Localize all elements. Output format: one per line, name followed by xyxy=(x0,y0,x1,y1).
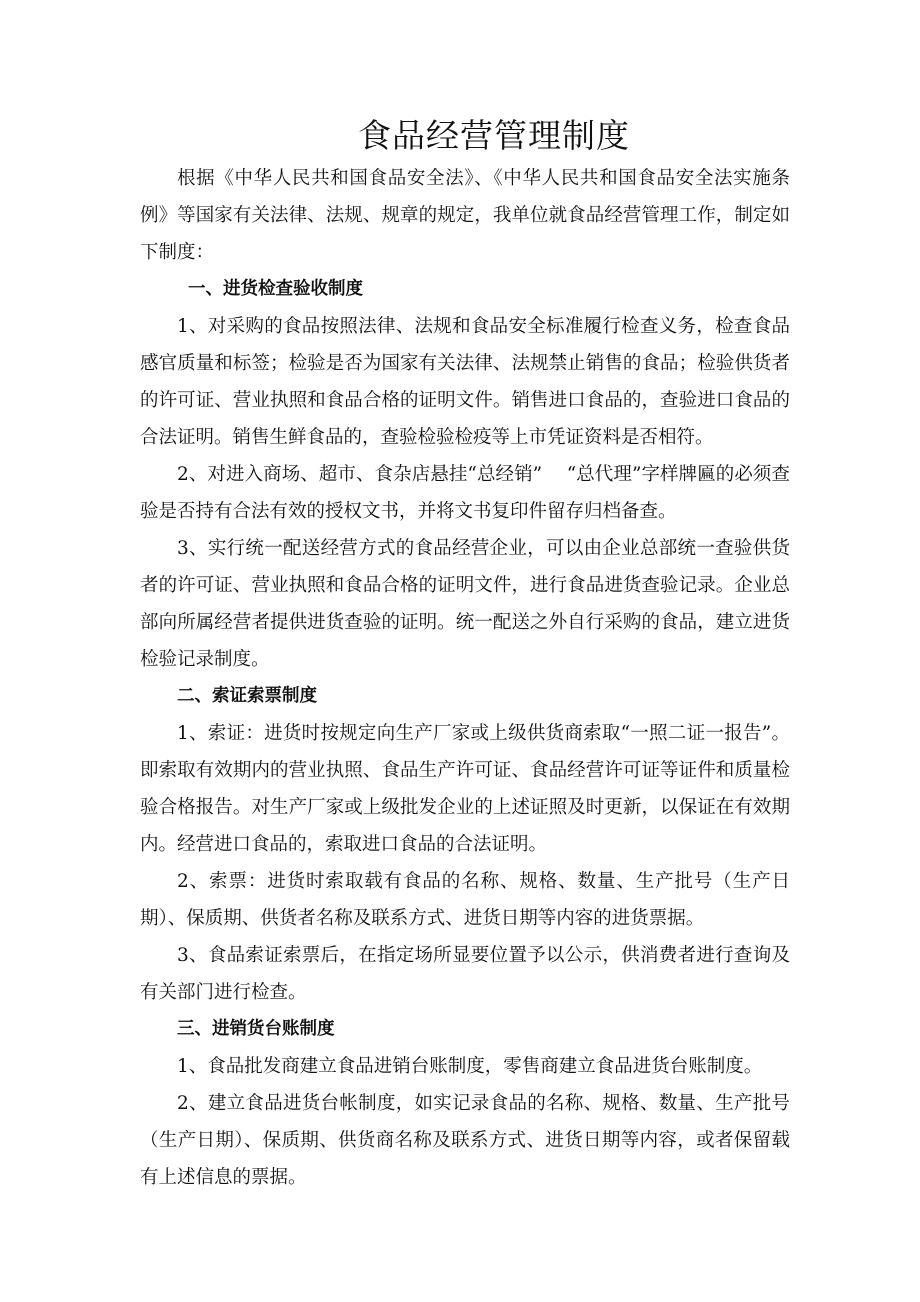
document-body xyxy=(140,160,790,1196)
section-1-paragraph-1: 1、对采购的食品按照法律、法规和食品安全标准履行检查义务，检查食品感官质量和标签；检验是否为国家有关法律、法规禁止销售的食品；检验供货者的许可证、营业执照和食品合格的证明文件。销售进口食品的，查验进口食品的合法证明。销售生鲜食品的，查验检验检疫等上市凭证资料是否相符。 xyxy=(140,316,790,448)
section-heading-2: 二、索证索票制度 xyxy=(177,686,317,706)
document-title: 食品经营管理制度 xyxy=(358,116,630,155)
section-heading-3: 三、进销货台账制度 xyxy=(177,1019,335,1039)
section-2-paragraph-3: 3、食品索证索票后，在指定场所显要位置予以公示，供消费者进行查询及有关部门进行检查。 xyxy=(140,945,790,1003)
section-1-paragraph-3: 3、实行统一配送经营方式的食品经营企业，可以由企业总部统一查验供货者的许可证、营业执照和食品合格的证明文件，进行食品进货查验记录。企业总部向所属经营者提供进货查验的证明。统一配送之外自行采购的食品，建立进货检验记录制度。 xyxy=(140,538,790,670)
section-2-paragraph-2: 2、索票：进货时索取载有食品的名称、规格、数量、生产批号（生产日期）、保质期、供货者名称及联系方式、进货日期等内容的进货票据。 xyxy=(140,871,790,929)
section-2-paragraph-1: 1、索证：进货时按规定向生产厂家或上级供货商索取“一照二证一报告”。即索取有效期内的营业执照、食品生产许可证、食品经营许可证等证件和质量检验合格报告。对生产厂家或上级批发企业的上述证照及时更新，以保证在有效期内。经营进口食品的，索取进口食品的合法证明。 xyxy=(140,723,790,855)
section-3-paragraph-2: 2、建立食品进货台帐制度，如实记录食品的名称、规格、数量、生产批号（生产日期）、保质期、供货商名称及联系方式、进货日期等内容，或者保留载有上述信息的票据。 xyxy=(140,1093,790,1188)
section-heading-1: 一、进货检查验收制度 xyxy=(188,279,363,299)
section-3-paragraph-1: 1、食品批发商建立食品进销台账制度，零售商建立食品进货台账制度。 xyxy=(177,1056,763,1077)
intro-paragraph: 根据《中华人民共和国食品安全法》、《中华人民共和国食品安全法实施条例》等国家有关法律、法规、规章的规定，我单位就食品经营管理工作，制定如下制度： xyxy=(140,168,790,263)
section-1-paragraph-2: 2、对进入商场、超市、食杂店悬挂“总经销” “总代理”字样牌匾的必须查验是否持有合法有效的授权文书，并将文书复印件留存归档备查。 xyxy=(140,464,790,522)
